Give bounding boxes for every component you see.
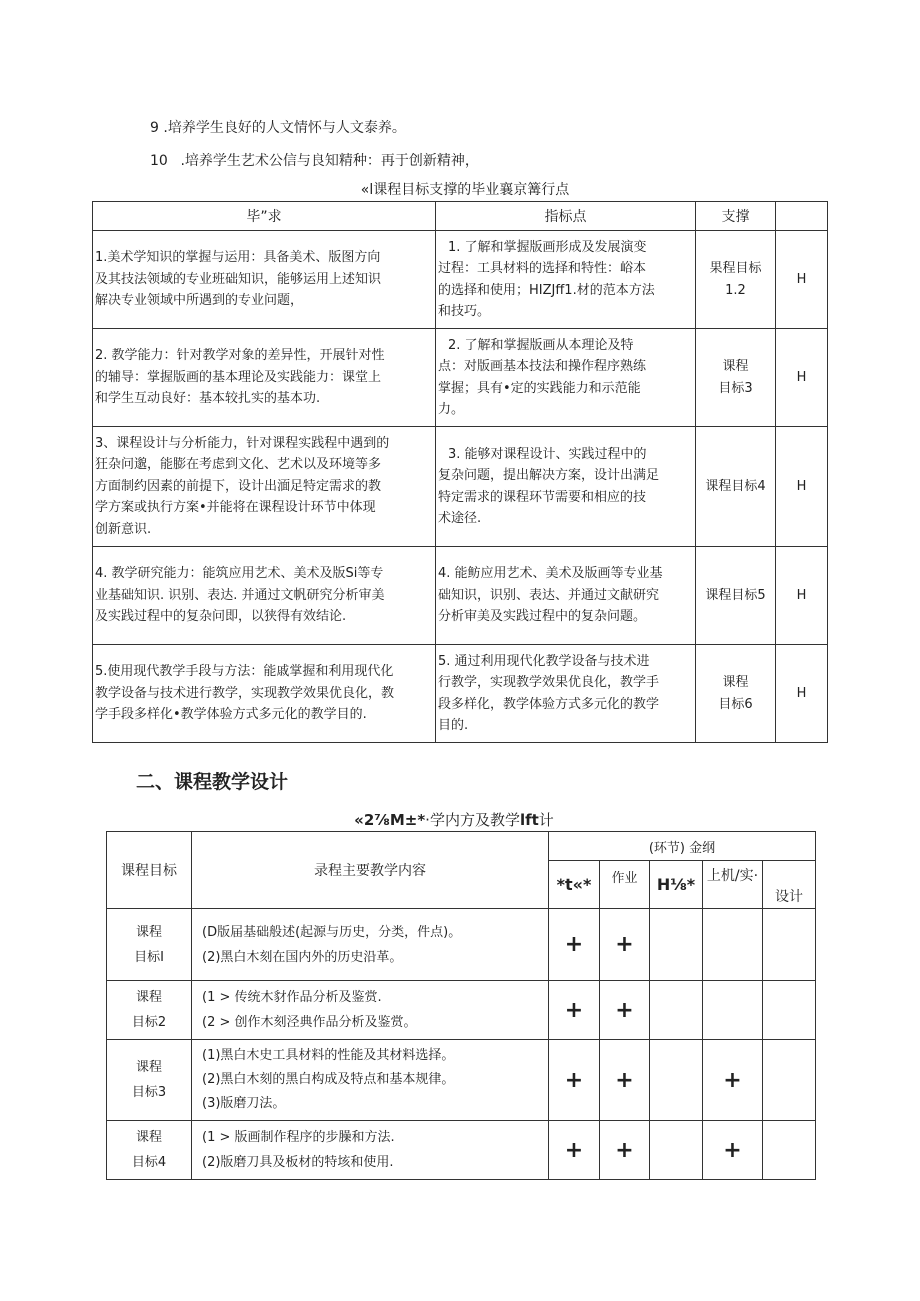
indicator-cell <box>436 427 696 547</box>
support-cell <box>696 547 776 645</box>
mark-cell: + <box>600 1040 650 1121</box>
text-line: 4. 能鲂应用艺术、美术及版画等专业基 <box>438 566 663 582</box>
mark-cell: + <box>549 981 600 1040</box>
text-line: 课程 <box>135 1060 162 1075</box>
caption-part: lft <box>519 811 539 829</box>
level-cell: H <box>776 645 828 743</box>
text-line: (2)黑白木刻的黑白构成及特点和基本规律。 <box>202 1072 455 1087</box>
text-line: 础知识，识别、表达、并通过文献研究 <box>438 587 660 603</box>
intro-line-10 <box>150 151 479 171</box>
graduation-requirements-table <box>92 201 828 743</box>
header-level <box>776 202 828 231</box>
text-line: 过程：工具材料的选择和特性：峪本 <box>438 261 647 276</box>
requirement-cell <box>93 231 436 329</box>
mark-cell: + <box>703 1121 763 1180</box>
level-cell: H <box>776 329 828 427</box>
text-line: (2 > 创作木刻泾典作品分析及鉴赏。 <box>202 1015 417 1030</box>
table2-header-row <box>107 832 816 861</box>
text-line: 2. 教学能力：针对教学对象的差异性，开展针对性 <box>95 348 385 364</box>
intro-num: 9 <box>150 120 159 136</box>
text-line: 课程 <box>135 1130 162 1145</box>
mark-cell: + <box>600 981 650 1040</box>
mark-cell: + <box>549 1040 600 1121</box>
text-line: 复杂问题，提出解决方案，设计出满足 <box>438 468 660 483</box>
indicator-cell <box>436 645 696 743</box>
requirement-cell <box>93 547 436 645</box>
text-line: 和技巧。 <box>438 304 491 319</box>
content-cell <box>192 1040 549 1121</box>
subheader-lab: 上机/实· <box>703 861 763 909</box>
level-cell: H <box>776 547 828 645</box>
text-line: 分析审美及实践过程中的复杂问题。 <box>438 609 647 625</box>
text-line: (D版届基础般述(起源与历史，分类，件点)。 <box>202 924 462 940</box>
header-course-goal: 课程目标 <box>107 832 192 909</box>
text-line: 学手段多样化•教学体验方式多元化的教学目的. <box>95 707 367 723</box>
text-line: 目标I <box>134 949 164 965</box>
level-cell: H <box>776 427 828 547</box>
text-line: 目标3 <box>131 1085 167 1100</box>
text-line: 5.使用现代教学手段与方法：能戚掌握和利用现代化 <box>95 664 394 680</box>
table-row <box>93 427 828 547</box>
subheader-design: 设计 <box>763 861 816 909</box>
text-line: 特定需求的课程环节需要和相应的技 <box>438 489 647 505</box>
text-line: (2)黑白木刻在国内外的历史沿革。 <box>202 949 403 965</box>
indicator-cell <box>436 547 696 645</box>
table-row <box>93 645 828 743</box>
text-line: 3、课程设计与分析能力，针对课程实践程中遇到的 <box>95 435 390 451</box>
text-line: 力。 <box>438 402 465 417</box>
text-line: 2. 了解和掌握版画从本理论及特 <box>448 337 634 353</box>
text-line: 课程 <box>722 359 749 374</box>
support-cell <box>696 645 776 743</box>
intro-line-9 <box>150 118 406 138</box>
requirement-cell <box>93 645 436 743</box>
content-cell <box>192 1121 549 1180</box>
support-cell <box>696 329 776 427</box>
table2-caption <box>0 810 920 830</box>
text-line: 教学设备与技术进行教学，实现教学效果优良化，教 <box>95 685 395 701</box>
content-cell <box>192 981 549 1040</box>
text-line: 创新意识. <box>95 521 152 537</box>
table1-caption <box>0 180 920 200</box>
text-line: 5. 通过利用现代化教学设备与技术进 <box>438 653 650 669</box>
teaching-design-table <box>106 831 816 1180</box>
text-line: 及实践过程中的复杂问即，以狭得有效结论. <box>95 609 347 625</box>
requirement-cell <box>93 329 436 427</box>
text-line: 3. 能够对课程设计、实践过程中的 <box>448 446 647 462</box>
text-line: 及其技法领域的专业班础知识，能够运用上述知识 <box>95 271 382 287</box>
table1-header-row <box>93 202 828 231</box>
header-indicator: 指标点 <box>436 202 696 231</box>
mark-cell <box>650 981 703 1040</box>
intro-text: .培养学生艺术公信与良知精种：再于创新精神， <box>180 153 479 169</box>
header-segment-group: (环节) 金纲 <box>549 832 816 861</box>
table-row <box>93 547 828 645</box>
mark-cell <box>650 1040 703 1121</box>
mark-cell: + <box>600 909 650 981</box>
mark-cell: + <box>549 1121 600 1180</box>
mark-cell <box>650 1121 703 1180</box>
content-cell <box>192 909 549 981</box>
mark-cell <box>763 1121 816 1180</box>
header-content: 录程主要教学内容 <box>192 832 549 909</box>
level-cell: H <box>776 231 828 329</box>
mark-cell: + <box>549 909 600 981</box>
text-line: 果程目标 <box>709 261 762 276</box>
support-cell <box>696 427 776 547</box>
section-title: 二、课程教学设计 <box>136 771 289 793</box>
header-support: 支撑 <box>696 202 776 231</box>
subheader-discussion: H⅛* <box>650 861 703 909</box>
support-cell <box>696 231 776 329</box>
indicator-cell <box>436 329 696 427</box>
text-line: (2)版磨刀具及板材的特垓和使用. <box>202 1155 394 1170</box>
intro-num: 10 <box>150 153 168 169</box>
caption-part: 计 <box>538 811 554 829</box>
text-line: 术途径. <box>438 511 482 526</box>
text-line: (1)黑白木史工具材料的性能及其材料选择。 <box>202 1048 455 1063</box>
text-line: 1.2 <box>725 282 746 298</box>
goal-cell <box>107 981 192 1040</box>
text-line: (1 > 传统木豺作品分析及鉴赏. <box>202 990 382 1005</box>
text-line: 目的. <box>438 718 469 733</box>
subheader-homework: 作业 <box>600 861 650 909</box>
subheader-lecture: *t«* <box>549 861 600 909</box>
text-line: (3)版磨刀法。 <box>202 1096 286 1111</box>
text-line: 解决专业领域中所遇到的专业问题， <box>95 293 304 309</box>
text-line: 段多样化，教学体验方式多元化的教学 <box>438 696 660 712</box>
text-line: (1 > 版画制作程序的步臊和方法. <box>202 1130 395 1145</box>
text-line: 课程 <box>135 924 162 940</box>
text-line: 1. 了解和掌握版画形成及发展演变 <box>448 239 647 255</box>
text-line: 课程目标4 <box>705 478 766 494</box>
table-row <box>107 1121 816 1180</box>
text-line: 课程 <box>135 990 162 1005</box>
mark-cell <box>650 909 703 981</box>
mark-cell <box>763 1040 816 1121</box>
text-line: 目标3 <box>718 380 753 396</box>
table-row <box>93 329 828 427</box>
text-line: 行教学，实现教学效果优良化，教学手 <box>438 675 660 690</box>
table-row <box>93 231 828 329</box>
text-line: 课程目标5 <box>705 587 766 603</box>
goal-cell <box>107 1040 192 1121</box>
text-line: 点：对版画基本技法和操作程序熟练 <box>438 359 647 374</box>
mark-cell: + <box>600 1121 650 1180</box>
text-line: 方面制约因素的前提下，设计出湎足特定需求的教 <box>95 478 382 494</box>
mark-cell <box>703 981 763 1040</box>
text-line: 掌握；具有•定的实践能力和示范能 <box>438 380 641 396</box>
mark-cell: + <box>703 1040 763 1121</box>
text-line: 学方案或执行方案•并能将在课程设计环节中体现 <box>95 500 376 516</box>
goal-cell <box>107 1121 192 1180</box>
text-line: 的选择和使用；HIZJff1.材的范本方法 <box>438 282 655 298</box>
text-line: 业基础知识. 识别、表达. 并通过文帆研究分析审美 <box>95 587 385 603</box>
text-line: 狂杂问邈，能膨在考虑到文化、艺术以及环境等多 <box>95 457 382 473</box>
text-line: 课程 <box>722 675 749 690</box>
header-requirement: 毕”求 <box>93 202 436 231</box>
text-line: 目标2 <box>131 1015 167 1030</box>
indicator-cell <box>436 231 696 329</box>
caption-part: «2⅞M±* <box>354 811 426 829</box>
intro-text: .培养学生良好的人文情怀与人文泰养。 <box>163 120 406 136</box>
text-line: 和学生互动良好：基本较扎实的基本功. <box>95 391 321 407</box>
mark-cell <box>703 909 763 981</box>
caption-part: ·学内方及教学 <box>425 811 520 829</box>
goal-cell <box>107 909 192 981</box>
text-line: 4. 教学研究能力：能筑应用艺术、美术及版Si等专 <box>95 566 384 582</box>
text-line: 的辅导：掌握版画的基本理论及实践能力：课堂上 <box>95 369 382 385</box>
mark-cell <box>763 909 816 981</box>
table-row <box>107 909 816 981</box>
text-line: 目标4 <box>131 1155 167 1170</box>
text-line: 目标6 <box>718 696 753 712</box>
text-line: 1.美术学知识的掌握与运用：具备美术、版图方向 <box>95 250 381 266</box>
table1-caption-text: «l课程目标支撑的毕业襄京篝行点 <box>360 182 570 198</box>
mark-cell <box>763 981 816 1040</box>
requirement-cell <box>93 427 436 547</box>
table-row <box>107 981 816 1040</box>
table-row <box>107 1040 816 1121</box>
